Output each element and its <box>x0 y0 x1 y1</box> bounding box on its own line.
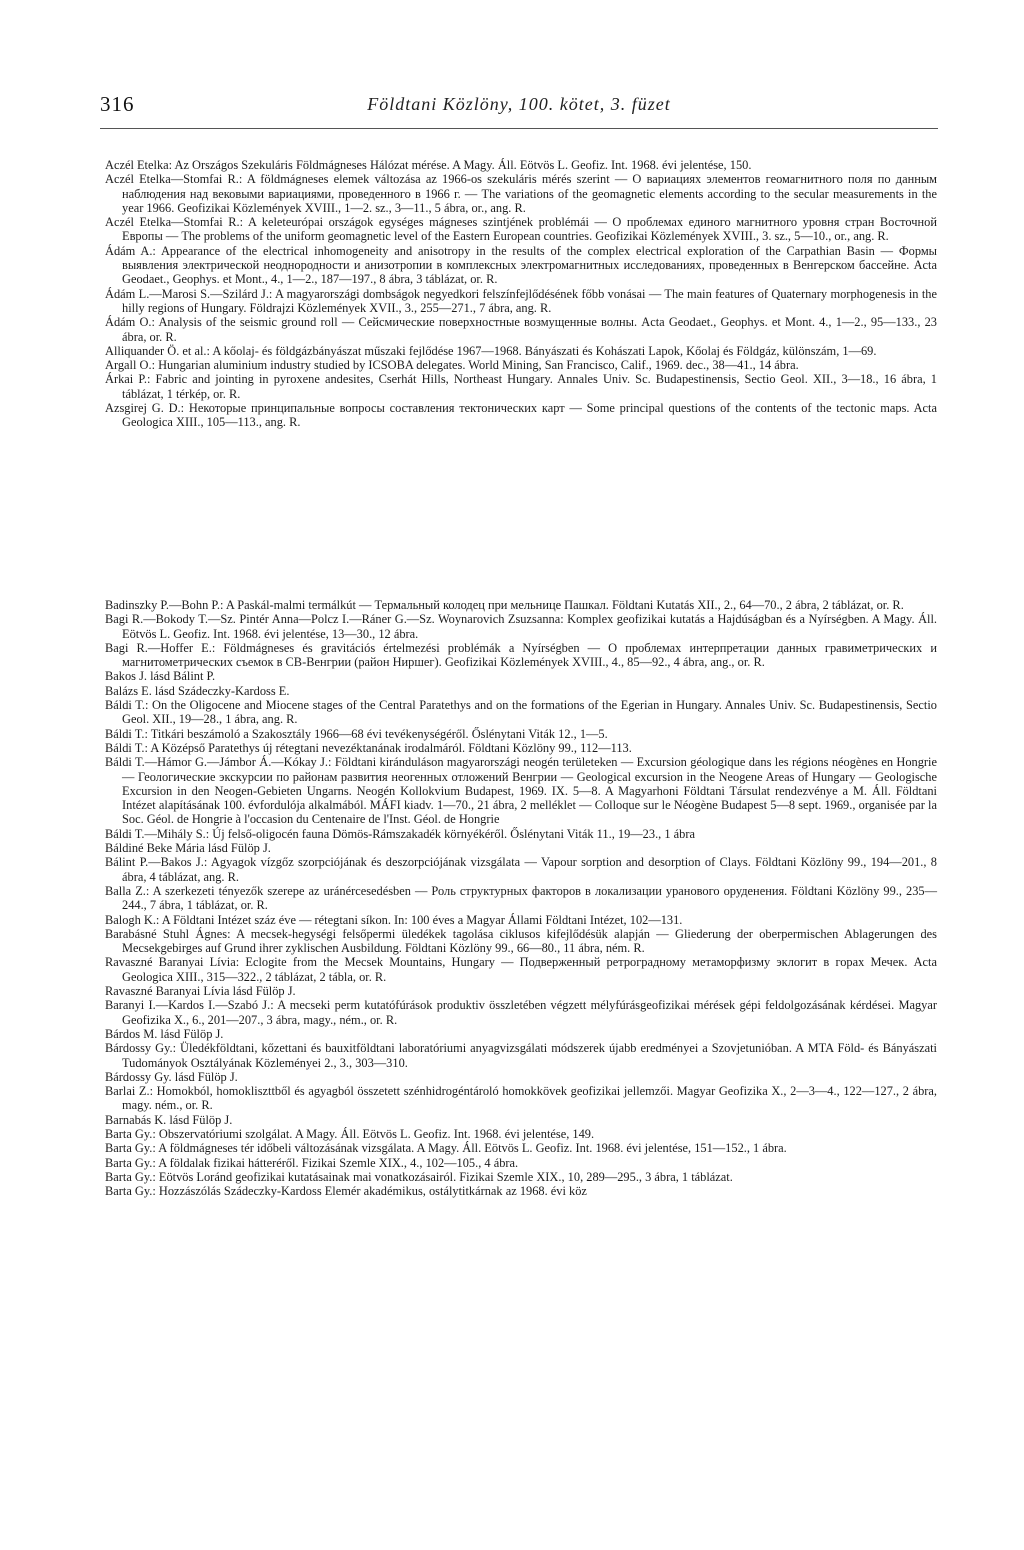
reference-entry: Árkai P.: Fabric and jointing in pyroxene andesites, Cserhát Hills, Northeast Hungary. Annales Univ. Sc. Budapestinensis, Sectio Geol. XII., 3—18., 16 ábra, 1 táblázat, 1 térkép, or. R. <box>105 372 937 401</box>
reference-entry: Báldi T.—Mihály S.: Új felső-oligocén fauna Dömös-Rámszakadék környékéről. Őslénytani Viták 11., 19—23., 1 ábra <box>105 826 695 841</box>
reference-entry: Ravaszné Baranyai Lívia: Eclogite from the Mecsek Mountains, Hungary — Подверженный ретроградному метаморфизму эклогит в горах Мечек. Acta Geologica XIII., 315—322., 2 táblázat, 2 tábla, or. R. <box>105 955 937 984</box>
reference-entry: Ádám A.: Appearance of the electrical inhomogeneity and anisotropy in the results of the complex electrical exploration of the Carpathian Basin — Формы выявления электрической неоднородности и анизотропии в комплексных электромагнитных исследованиях, проведенных в Венгерском бассейне. Acta Geodaet., Geophys. et Mont., 4., 1—2., 187—197., 8 ábra, 3 táblázat, or. R. <box>105 243 937 287</box>
reference-entry: Bárdossy Gy. lásd Fülöp J. <box>105 1069 238 1084</box>
reference-entry: Barta Gy.: Obszervatóriumi szolgálat. A Magy. Áll. Eötvös L. Geofiz. Int. 1968. évi jelentése, 149. <box>105 1126 595 1141</box>
reference-entry: Aczél Etelka: Az Országos Szekuláris Földmágneses Hálózat mérése. A Magy. Áll. Eötvös L. Geofiz. Int. 1968. évi jelentése, 150. <box>105 158 752 172</box>
reference-entry: Ádám O.: Analysis of the seismic ground roll — Сейсмические поверхностные возмущенные волны. Acta Geodaet., Geophys. et Mont. 4., 1—2., 95—133., 23 ábra, or. R. <box>105 315 937 344</box>
reference-entry: Bárdos M. lásd Fülöp J. <box>105 1026 224 1041</box>
reference-entry: Barlai Z.: Homokból, homokliszttből és agyagból összetett szénhidrogéntároló homokkövek geofizikai jellemzői. Magyar Geofizika X., 2—3—4., 122—127., 2 ábra, magy. ném., or. R. <box>105 1084 937 1113</box>
reference-entry: Barta Gy.: A földmágneses tér időbeli változásának vizsgálata. A Magy. Áll. Eötvös L. Geofiz. Int. 1968. évi jelentése, 151—152., 1 ábra. <box>105 1141 787 1156</box>
reference-entry: Báldi T.—Hámor G.—Jámbor Á.—Kókay J.: Földtani kiránduláson magyarországi neogén területeken — Excursion géologique dans les régions néogènes en Hongrie — Геологические экскурсии по районам развития неогенных отложений Венгрии — Geological excursion in the Neogene Areas of Hungary — Geologische Excursion in den Neogen-Gebieten Ungarns. Neogén Kollokvium Budapest, 1969. IX. 5—8. A Magyarhoni Földtani Társulat rendezvénye a M. Áll. Földtani Intézet alapításának 100. évfordulója alkalmából. MÁFI kiadv. 1—70., 21 ábra, 2 melléklet — Colloque sur le Néogène Budapest 5—8 sept. 1969., organisée par la Soc. Géol. de Hongrie à l'occasion du Centenaire de l'Inst. Géol. de Hongrie <box>105 755 937 827</box>
reference-entry: Barta Gy.: Hozzászólás Szádeczky-Kardoss Elemér akadémikus, ostálytitkárnak az 1968. évi köz <box>105 1184 587 1199</box>
reference-entry: Bakos J. lásd Bálint P. <box>105 669 216 684</box>
reference-entry: Balogh K.: A Földtani Intézet száz éve — rétegtani síkon. In: 100 éves a Magyar Állami Földtani Intézet, 102—131. <box>105 912 683 927</box>
reference-entry: Ravaszné Baranyai Lívia lásd Fülöp J. <box>105 984 296 999</box>
reference-list-b <box>105 598 937 1198</box>
reference-entry: Barabásné Stuhl Ágnes: A mecsek-hegységi felsőpermi üledékek tagolása ciklusos kifejlődésük alapján — Gliederung der oberpermischen Ablagerungen des Mecsekgebirges auf Grund ihrer zyklischen Ausbildung. Földtani Közlöny 99., 66—80., 11 ábra, ném. R. <box>105 926 937 956</box>
reference-list-a <box>105 158 937 430</box>
reference-entry: Bálint P.—Bakos J.: Agyagok vízgőz szorpciójának és deszorpciójának vizsgálata — Vapour sorption and desorption of Clays. Földtani Közlöny 99., 194—201., 8 ábra, 4 táblázat, ang. R. <box>105 855 937 884</box>
reference-entry: Alliquander Ö. et al.: A kőolaj- és földgázbányászat műszaki fejlődése 1967—1968. Bányászati és Kohászati Lapok, Kőolaj és Földgáz, különszám, 1—69. <box>105 343 877 358</box>
page-number: 316 <box>100 92 135 116</box>
reference-entry: Báldi T.: Titkári beszámoló a Szakosztály 1966—68 évi tevékenységéről. Őslénytani Viták 12., 1—5. <box>105 726 608 741</box>
reference-entry: Aczél Etelka—Stomfai R.: A földmágneses elemek változása az 1966-os szekuláris mérés szerint — О вариациях элементов геомагнитного поля по данным наблюдения над вековыми вариациями, проведенного в 1966 г. — The variations of the geomagnetic elements according to the secular measurements in the year 1966. Geofizikai Közlemények XVIII., 1—2. sz., 3—11., 5 ábra, or., ang. R. <box>105 172 937 215</box>
running-title: Földtani Közlöny, 100. kötet, 3. füzet <box>367 94 671 114</box>
reference-entry: Badinszky P.—Bohn P.: A Paskál-malmi termálkút — Термальный колодец при мельнице Пашкал. Földtani Kutatás XII., 2., 64—70., 2 ábra, 2 táblázat, or. R. <box>105 598 904 612</box>
reference-entry: Barta Gy.: Eötvös Loránd geofizikai kutatásainak mai vonatkozásairól. Fizikai Szemle XIX., 10, 289—295., 3 ábra, 1 táblázat. <box>105 1169 733 1184</box>
reference-entry: Bagi R.—Bokody T.—Sz. Pintér Anna—Polcz I.—Ráner G.—Sz. Woynarovich Zsuzsanna: Komplex geofizikai kutatás a Hajdúságban és a Nyírségben. A Magy. Áll. Eötvös L. Geofiz. Int. 1968. évi jelentése, 13—30., 12 ábra. <box>105 612 937 641</box>
reference-entry: Argall O.: Hungarian aluminium industry studied by ICSOBA delegates. World Mining, San Francisco, Calif., 1969. dec., 38—41., 14 ábra. <box>105 358 799 373</box>
reference-entry: Azsgirej G. D.: Некоторые принципальные вопросы составления тектонических карт — Some principal questions of the contents of the tectonic maps. Acta Geologica XIII., 105—113., ang. R. <box>105 401 937 430</box>
header-rule <box>100 128 938 129</box>
reference-entry: Ádám L.—Marosi S.—Szilárd J.: A magyarországi dombságok negyedkori felszínfejlődésének főbb vonásai — The main features of Quaternary morphogenesis in the hilly regions of Hungary. Földrajzi Közlemények XVII., 3., 255—271., 7 ábra, ang. R. <box>105 286 937 315</box>
reference-entry: Balla Z.: A szerkezeti tényezők szerepe az uránércesedésben — Роль структурных факторов в локализации уранового оруденения. Földtani Közlöny 99., 235—244., 7 ábra, 1 táblázat, or. R. <box>105 883 937 913</box>
reference-entry: Bárdossy Gy.: Üledékföldtani, kőzettani és bauxitföldtani laboratóriumi anyagvizsgálati módszerek újabb eredményei a Szovjetunióban. A MTA Föld- és Bányászati Tudományok Osztályának Közleményei 2., 3., 303—310. <box>105 1041 937 1070</box>
reference-entry: Baranyi I.—Kardos I.—Szabó J.: A mecseki perm kutatófúrások produktiv összletében végzett mélyfúrásgeofizikai mérések gépi feldolgozásának kérdései. Magyar Geofizika X., 6., 201—207., 3 ábra, magy., ném., or. R. <box>105 998 937 1027</box>
reference-entry: Barta Gy.: A földalak fizikai hátteréről. Fizikai Szemle XIX., 4., 102—105., 4 ábra. <box>105 1155 519 1170</box>
reference-entry: Báldiné Beke Mária lásd Fülöp J. <box>105 841 271 856</box>
reference-entry: Balázs E. lásd Szádeczky-Kardoss E. <box>105 683 290 698</box>
reference-entry: Aczél Etelka—Stomfai R.: A keleteurópai országok egységes mágneses szintjének problémái — О проблемах единого магнитного уровня стран Восточной Европы — The problems of the uniform geomagnetic level of the Eastern European countries. Geofizikai Közlemények XVIII., 3. sz., 5—10., or., ang. R. <box>105 215 937 244</box>
reference-entry: Barnabás K. lásd Fülöp J. <box>105 1112 233 1127</box>
reference-entry: Bagi R.—Hoffer E.: Földmágneses és gravitációs értelmezési problémák a Nyírségben — О проблемах интерпретации данных гравиметрических и магнитометрических съемок в СВ-Венгрии (район Ниршег). Geofizikai Közlemények XVIII., 4., 85—92., 4 ábra, ang., or. R. <box>105 640 937 670</box>
reference-entry: Báldi T.: On the Oligocene and Miocene stages of the Central Paratethys and on the formations of the Egerian in Hungary. Annales Univ. Sc. Budapestinensis, Sectio Geol. XII., 19—28., 1 ábra, ang. R. <box>105 698 937 727</box>
page-header <box>100 92 938 126</box>
reference-entry: Báldi T.: A Középső Paratethys új rétegtani nevezéktanának irodalmáról. Földtani Közlöny 99., 112—113. <box>105 740 632 755</box>
